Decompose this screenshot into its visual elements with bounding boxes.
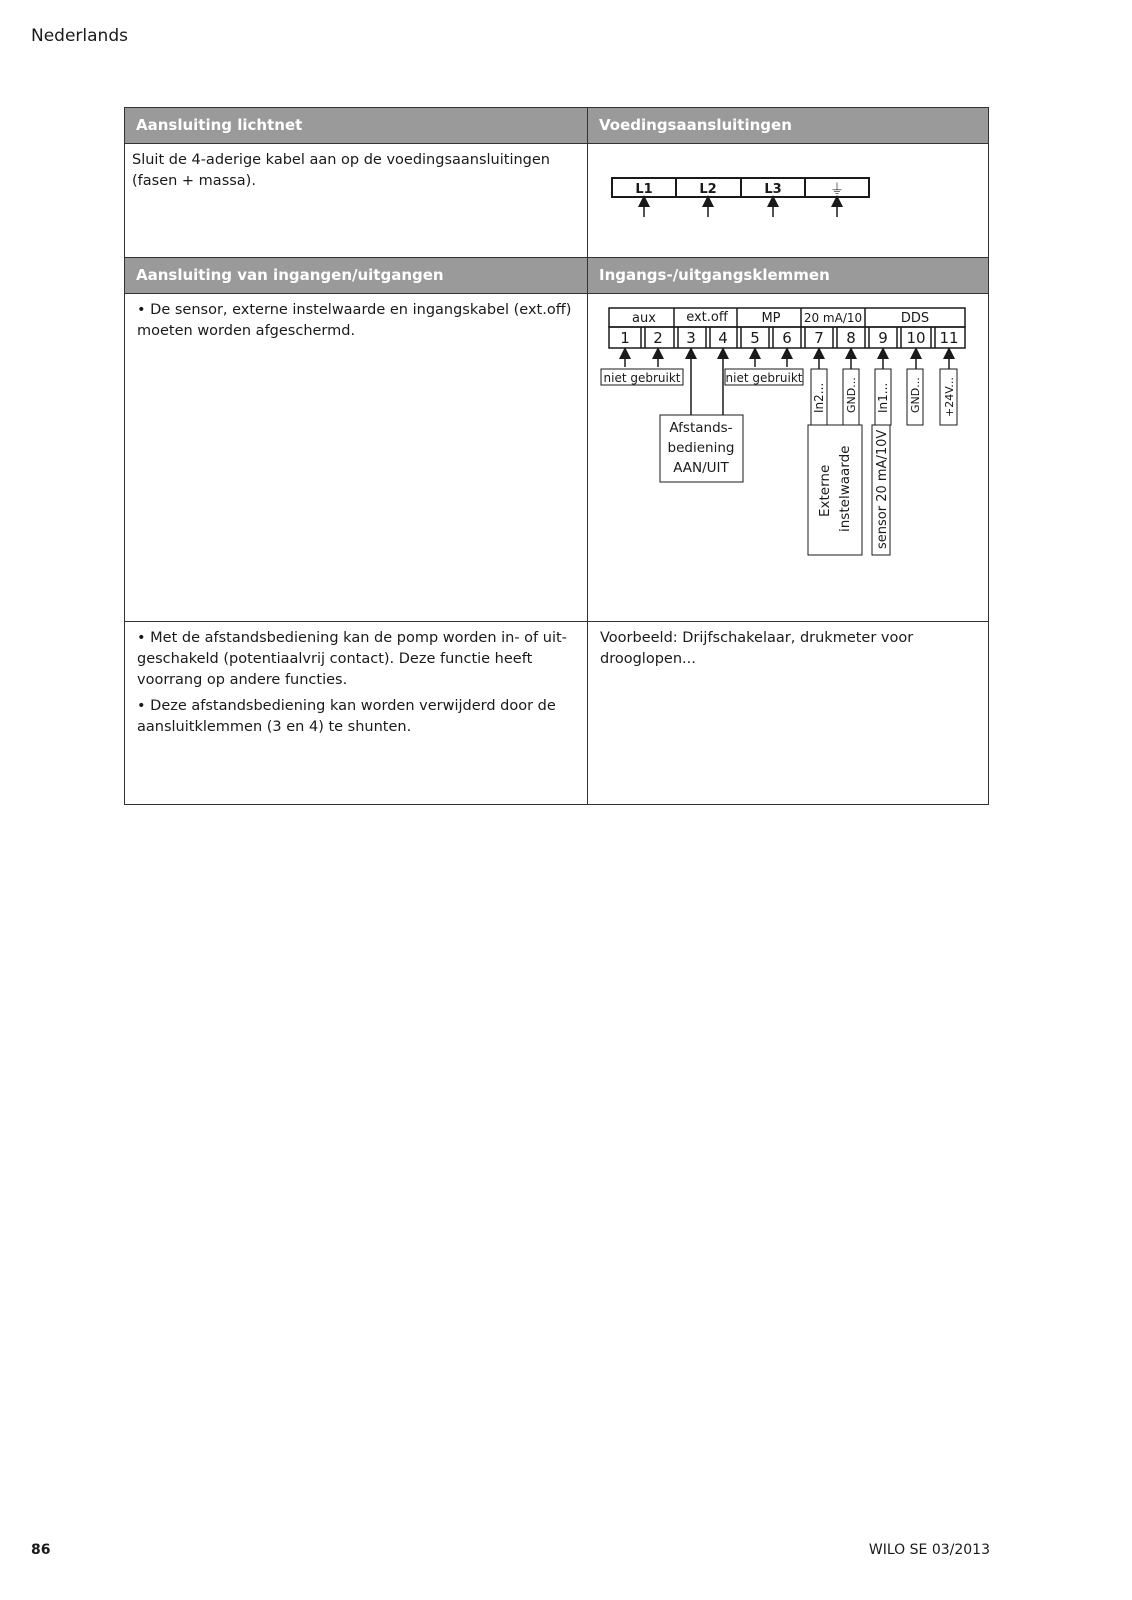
terminal-9: 9 [878, 329, 888, 347]
not-used-label-1: niet gebruikt [603, 371, 681, 385]
group-mp: MP [761, 311, 781, 326]
io-description-cell [125, 294, 588, 622]
group-aux: aux [632, 311, 656, 326]
terminal-6: 6 [782, 329, 792, 347]
power-arrows [644, 201, 837, 217]
terminal-11: 11 [939, 329, 959, 347]
power-diagram-cell [588, 144, 989, 258]
sensor-label: sensor 20 mA/10V [875, 429, 890, 549]
publisher-label: WILO SE 03/2013 [868, 1542, 990, 1558]
table-header-row [125, 108, 989, 144]
terminal-l3: L3 [764, 182, 782, 197]
group-ext-off: ext.off [686, 310, 728, 325]
terminal-2: 2 [653, 329, 663, 347]
terminal-4: 4 [718, 329, 728, 347]
terminal-5: 5 [750, 329, 760, 347]
table-header-row [125, 258, 989, 294]
terminal-8: 8 [846, 329, 856, 347]
page-language-label: Nederlands [31, 26, 128, 46]
ground-icon: ⏚ [830, 182, 844, 198]
label-gnd-8: GND... [845, 377, 858, 413]
table-row [125, 294, 989, 622]
label-in1: In1... [876, 382, 890, 413]
terminal-1: 1 [620, 329, 630, 347]
io-terminal-diagram [589, 295, 1013, 613]
remote-description-cell [125, 622, 588, 805]
label-gnd-10: GND... [909, 377, 922, 413]
header-io-terminals: Ingangs-/uitgangsklemmen [588, 258, 989, 294]
mains-description-cell [125, 144, 588, 258]
mains-description: Sluit de 4-aderige kabel aan op de voedingsaansluitingen (fasen + massa). [132, 152, 550, 189]
terminal-l1: L1 [635, 182, 653, 197]
table-row [125, 622, 989, 805]
example-text: Voorbeeld: Drijfschakelaar, drukmeter voor drooglopen... [600, 630, 914, 667]
remote-label-3: AAN/UIT [673, 460, 729, 476]
example-cell [588, 622, 989, 805]
page-number: 86 [31, 1542, 51, 1558]
terminal-10: 10 [906, 329, 926, 347]
ext-setpoint-label-2: instelwaarde [837, 445, 853, 532]
ext-setpoint-label-1: Externe [817, 464, 833, 517]
connection-table [124, 107, 989, 805]
label-in2: In2... [812, 382, 826, 413]
label-24v: +24V... [943, 377, 956, 417]
not-used-label-2: niet gebruikt [725, 371, 803, 385]
terminal-l2: L2 [699, 182, 717, 197]
power-terminal-diagram [589, 145, 1013, 249]
group-dds: DDS [900, 311, 930, 326]
io-diagram-cell [588, 294, 989, 622]
header-mains-connection: Aansluiting lichtnet [125, 108, 588, 144]
io-description: • De sensor, externe instelwaarde en ingangskabel (ext.off) moeten worden afgeschermd. [137, 302, 572, 339]
group-20ma: 20 mA/10 [803, 311, 863, 325]
remote-label-2: bediening [667, 440, 735, 456]
header-io-connection: Aansluiting van ingangen/uitgangen [125, 258, 588, 294]
table-row [125, 144, 989, 258]
remote-label-1: Afstands- [669, 420, 733, 436]
header-power-connections: Voedingsaansluitingen [588, 108, 989, 144]
remote-description [126, 623, 586, 738]
remote-paragraph-1: • Met de afstandsbediening kan de pomp worden in- of uit-geschakeld (potentiaalvrij contact). Deze functie heeft voorrang op andere functies. [137, 630, 567, 688]
terminal-7: 7 [814, 329, 824, 347]
terminal-3: 3 [686, 329, 696, 347]
remote-paragraph-2: • Deze afstandsbediening kan worden verwijderd door de aansluitklemmen (3 en 4) te shunten. [137, 698, 556, 735]
